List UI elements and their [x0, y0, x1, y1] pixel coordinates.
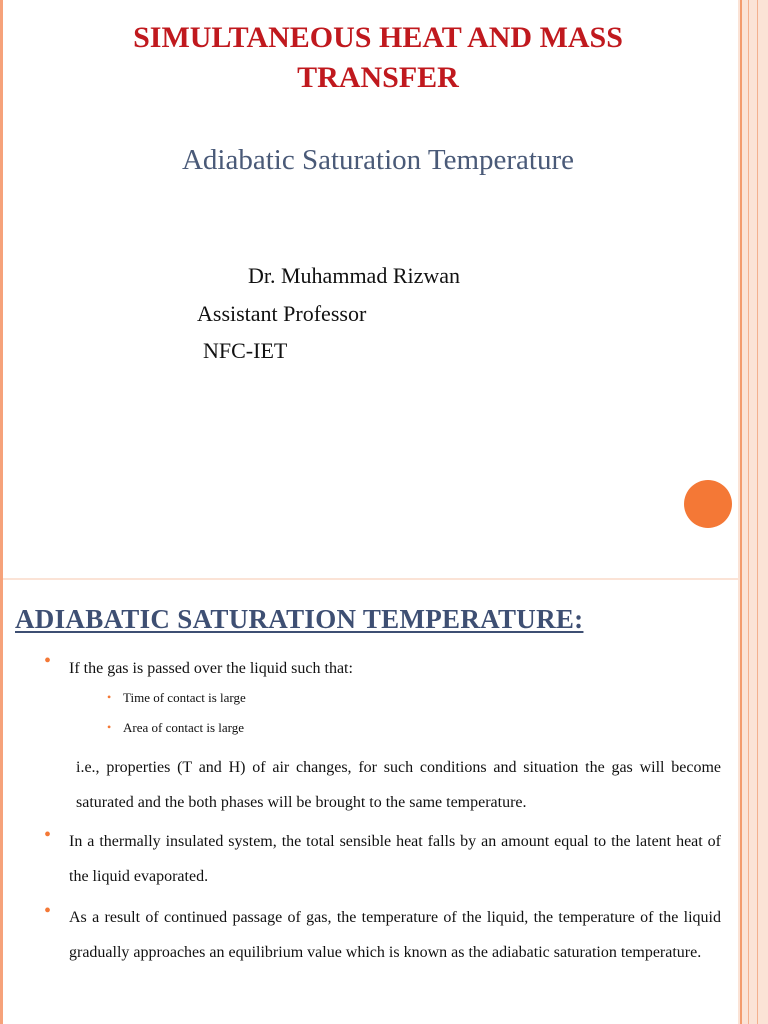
slide-border-line: [748, 0, 749, 578]
decorative-circle-icon: [684, 480, 732, 528]
slide-right-border: [738, 0, 768, 578]
sub-bullet-text: Time of contact is large: [123, 690, 246, 705]
slide-subtitle: Adiabatic Saturation Temperature: [181, 144, 574, 176]
slide-title: SIMULTANEOUS HEAT AND MASS TRANSFER: [133, 21, 623, 94]
bullet-text: If the gas is passed over the liquid such that:: [69, 660, 353, 677]
bullet-icon: •: [44, 824, 52, 846]
slide-border-line: [740, 578, 742, 1024]
sub-bullet-icon: •: [107, 690, 112, 704]
bullet-icon: •: [44, 650, 52, 672]
slide-separator: [0, 578, 768, 580]
content-slide: [0, 578, 768, 1024]
sub-bullet-text: Area of contact is large: [123, 720, 245, 735]
explanation-text: i.e., properties (T and H) of air changes, for such conditions and situation the gas will become saturated and the both phases will be brought to the same temperature.: [76, 759, 721, 811]
author-affiliation: NFC-IET: [203, 338, 288, 363]
slide-border-line: [740, 0, 742, 578]
bullet-text: In a thermally insulated system, the total sensible heat falls by an amount equal to the latent heat of the liquid evaporated.: [69, 833, 721, 885]
slide-border-line: [757, 0, 758, 578]
bullet-text: As a result of continued passage of gas, the temperature of the liquid, the temperature of the liquid gradually approaches an equilibrium value which is known as the adiabatic saturation temperature.: [69, 909, 721, 961]
slide-left-border: [0, 0, 3, 578]
slide-border-line: [748, 578, 749, 1024]
bullet-icon: •: [44, 900, 52, 922]
author-name: Dr. Muhammad Rizwan: [248, 263, 461, 288]
slide-left-border: [0, 578, 3, 1024]
slide-right-border: [738, 578, 768, 1024]
author-position: Assistant Professor: [197, 301, 367, 326]
sub-bullet-icon: •: [107, 720, 112, 734]
slide-heading: ADIABATIC SATURATION TEMPERATURE:: [15, 604, 584, 634]
slide-border-line: [757, 578, 758, 1024]
